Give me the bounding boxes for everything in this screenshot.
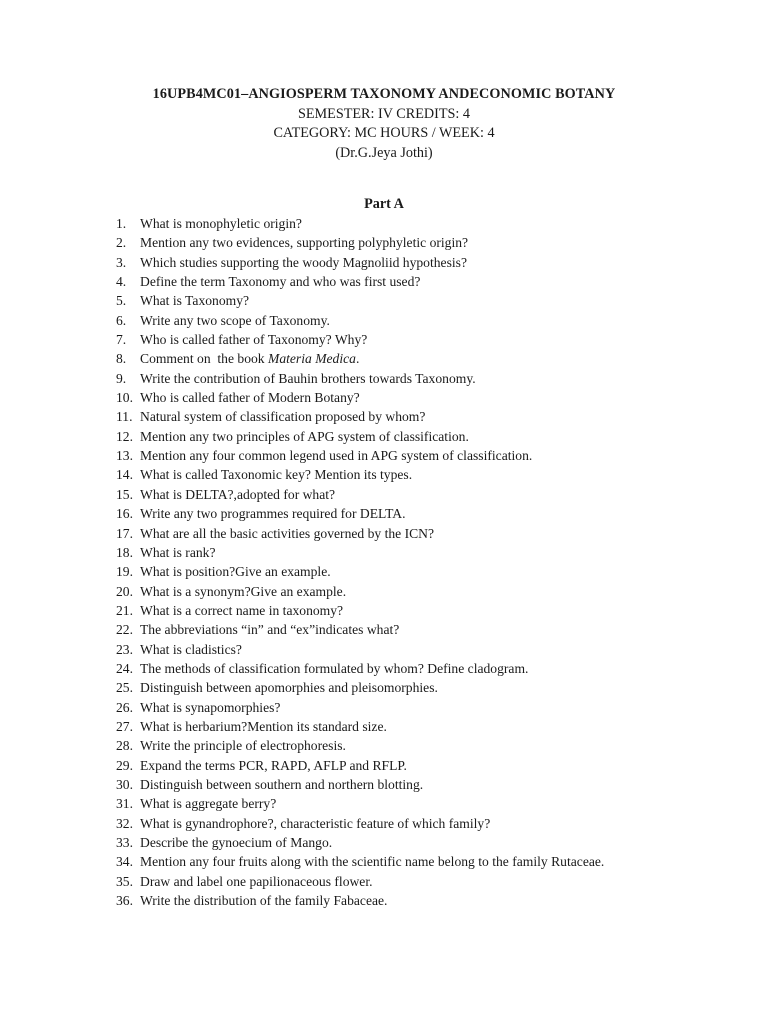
question-text-main: What is a correct name in taxonomy? [140, 602, 344, 618]
question-number: 12. [116, 428, 133, 444]
question-text-main: The methods of classification formulated by whom? Define cladogram. [140, 660, 529, 676]
question-number: 13. [116, 448, 133, 464]
question-text-main: Mention any four common legend used in APG system of classification. [140, 448, 533, 464]
question-text [140, 562, 331, 581]
question-text-suffix: . [355, 351, 360, 367]
question-item [116, 407, 736, 426]
question-text-main: Mention any two evidences, supporting polyphyletic origin? [140, 235, 469, 251]
question-text [140, 891, 387, 910]
question-text [140, 814, 490, 833]
question-text [140, 369, 476, 388]
question-text-main: What is rank? [140, 544, 216, 560]
question-text [140, 620, 399, 639]
question-text-main: Mention any four fruits along with the scientific name belong to the family Rutaceae. [140, 854, 605, 870]
question-number: 18. [116, 544, 133, 560]
question-text [140, 543, 216, 562]
question-item [116, 388, 736, 407]
question-text-main: What is DELTA?,adopted for what? [140, 486, 336, 502]
question-text [140, 872, 373, 891]
semester-credits: SEMESTER: IV CREDITS: 4 [298, 105, 470, 122]
question-text [140, 852, 604, 871]
question-text [140, 427, 469, 446]
question-text-main: Who is called father of Modern Botany? [140, 390, 360, 406]
question-text [140, 485, 335, 504]
question-list [116, 214, 736, 910]
document-header [0, 85, 768, 163]
question-item [116, 601, 736, 620]
question-text-main: Write the principle of electrophoresis. [140, 738, 346, 754]
question-number: 21. [116, 602, 133, 618]
question-text-main: Describe the gynoecium of Mango. [140, 835, 333, 850]
question-number: 10. [116, 390, 133, 406]
question-item [116, 717, 736, 736]
question-number: 14. [116, 467, 133, 483]
question-item [116, 427, 736, 446]
question-number: 26. [116, 699, 133, 715]
question-item [116, 233, 736, 252]
question-text-main: What are all the basic activities governed by the ICN? [140, 525, 435, 541]
question-item [116, 833, 736, 852]
question-number: 32. [116, 815, 133, 831]
question-number: 33. [116, 835, 133, 850]
question-number: 27. [116, 718, 133, 734]
question-item [116, 582, 736, 601]
question-text [140, 756, 407, 775]
question-text [140, 446, 532, 465]
question-number: 8. [116, 351, 127, 367]
question-text-main: What is Taxonomy? [140, 293, 250, 309]
question-text [140, 659, 528, 678]
question-number: 19. [116, 564, 133, 580]
question-number: 23. [116, 641, 133, 657]
author-name: (Dr.G.Jeya Jothi) [335, 144, 433, 161]
question-text-main: Write any two scope of Taxonomy. [140, 312, 330, 328]
question-number: 1. [116, 216, 127, 231]
question-text [140, 794, 276, 813]
question-item [116, 311, 736, 330]
question-item [116, 852, 736, 871]
question-number: 20. [116, 583, 133, 599]
question-item [116, 272, 736, 291]
question-text-main: Write the distribution of the family Fabaceae. [140, 893, 388, 909]
question-text-main: Draw and label one papilionaceous flower. [140, 873, 373, 889]
question-item [116, 698, 736, 717]
question-text [140, 253, 467, 272]
question-item [116, 659, 736, 678]
question-item [116, 640, 736, 659]
question-text-main: Define the term Taxonomy and who was first used? [140, 274, 421, 290]
question-item [116, 620, 736, 639]
question-item [116, 678, 736, 697]
question-text [140, 407, 425, 426]
part-a-heading: Part A [364, 196, 404, 212]
question-item [116, 446, 736, 465]
question-text-main: The abbreviations “in” and “ex”indicates what? [140, 622, 400, 638]
question-item [116, 330, 736, 349]
question-number: 15. [116, 486, 133, 502]
book-title: Materia Medica [268, 351, 356, 367]
question-text [140, 698, 280, 717]
question-number: 5. [116, 293, 127, 309]
question-text-main: What is herbarium?Mention its standard size. [140, 718, 387, 734]
question-number: 29. [116, 757, 133, 773]
question-number: 16. [116, 506, 133, 522]
question-item [116, 794, 736, 813]
question-number: 22. [116, 622, 133, 638]
question-text-main: What is monophyletic origin? [140, 216, 302, 231]
question-item [116, 291, 736, 310]
question-number: 2. [116, 235, 127, 251]
question-number: 17. [116, 525, 133, 541]
question-number: 11. [116, 409, 133, 425]
question-text [140, 311, 330, 330]
question-number: 36. [116, 893, 133, 909]
question-text [140, 678, 438, 697]
question-number: 30. [116, 776, 133, 792]
question-text [140, 214, 302, 233]
question-item [116, 465, 736, 484]
question-text-main: What is a synonym?Give an example. [140, 583, 347, 599]
question-item [116, 504, 736, 523]
question-number: 7. [116, 332, 127, 348]
question-text [140, 291, 249, 310]
question-number: 6. [116, 312, 127, 328]
question-item [116, 349, 736, 368]
question-text-main: Natural system of classification proposed by whom? [140, 409, 426, 425]
question-text-main: Who is called father of Taxonomy? Why? [140, 332, 368, 348]
question-text-main: Which studies supporting the woody Magnoliid hypothesis? [140, 254, 467, 270]
question-text-main: Write the contribution of Bauhin brothers towards Taxonomy. [140, 370, 476, 386]
question-text [140, 640, 242, 659]
question-text-main: Mention any two principles of APG system of classification. [140, 428, 469, 444]
question-text-main: What is synapomorphies? [140, 699, 281, 715]
question-text-main: Expand the terms PCR, RAPD, AFLP and RFLP. [140, 757, 407, 773]
question-number: 3. [116, 254, 127, 270]
question-item [116, 891, 736, 910]
question-item [116, 543, 736, 562]
question-item [116, 872, 736, 891]
question-item [116, 369, 736, 388]
question-text [140, 349, 359, 368]
question-text-main: Distinguish between southern and northern blotting. [140, 776, 424, 792]
question-text-main: Write any two programmes required for DELTA. [140, 506, 406, 522]
question-text [140, 465, 412, 484]
question-text [140, 833, 332, 852]
question-number: 31. [116, 796, 133, 812]
question-text-main: What is position?Give an example. [140, 564, 331, 580]
question-item [116, 485, 736, 504]
question-text-main: Comment on the book [140, 351, 268, 367]
question-text [140, 582, 346, 601]
question-number: 25. [116, 680, 133, 696]
question-item [116, 736, 736, 755]
question-text [140, 775, 423, 794]
question-text [140, 524, 434, 543]
question-text [140, 272, 420, 291]
question-item [116, 253, 736, 272]
question-item [116, 214, 736, 233]
question-text-main: What is gynandrophore?, characteristic feature of which family? [140, 815, 491, 831]
question-item [116, 756, 736, 775]
question-text-main: Distinguish between apomorphies and pleisomorphies. [140, 680, 438, 696]
question-number: 4. [116, 274, 127, 290]
question-item [116, 814, 736, 833]
question-number: 9. [116, 370, 127, 386]
question-text [140, 330, 367, 349]
question-number: 34. [116, 854, 133, 870]
question-text-main: What is aggregate berry? [140, 796, 277, 812]
question-text [140, 233, 468, 252]
question-number: 35. [116, 873, 133, 889]
question-text [140, 388, 360, 407]
question-text-main: What is cladistics? [140, 641, 242, 657]
course-title: 16UPB4MC01–ANGIOSPERM TAXONOMY ANDECONOMIC BOTANY [152, 86, 616, 102]
question-item [116, 775, 736, 794]
question-text [140, 504, 406, 523]
question-text-main: What is called Taxonomic key? Mention its types. [140, 467, 413, 483]
question-text [140, 601, 343, 620]
question-text [140, 717, 387, 736]
question-item [116, 562, 736, 581]
category-hours: CATEGORY: MC HOURS / WEEK: 4 [273, 125, 495, 141]
question-number: 28. [116, 738, 133, 754]
question-number: 24. [116, 660, 133, 676]
question-item [116, 524, 736, 543]
question-text [140, 736, 346, 755]
